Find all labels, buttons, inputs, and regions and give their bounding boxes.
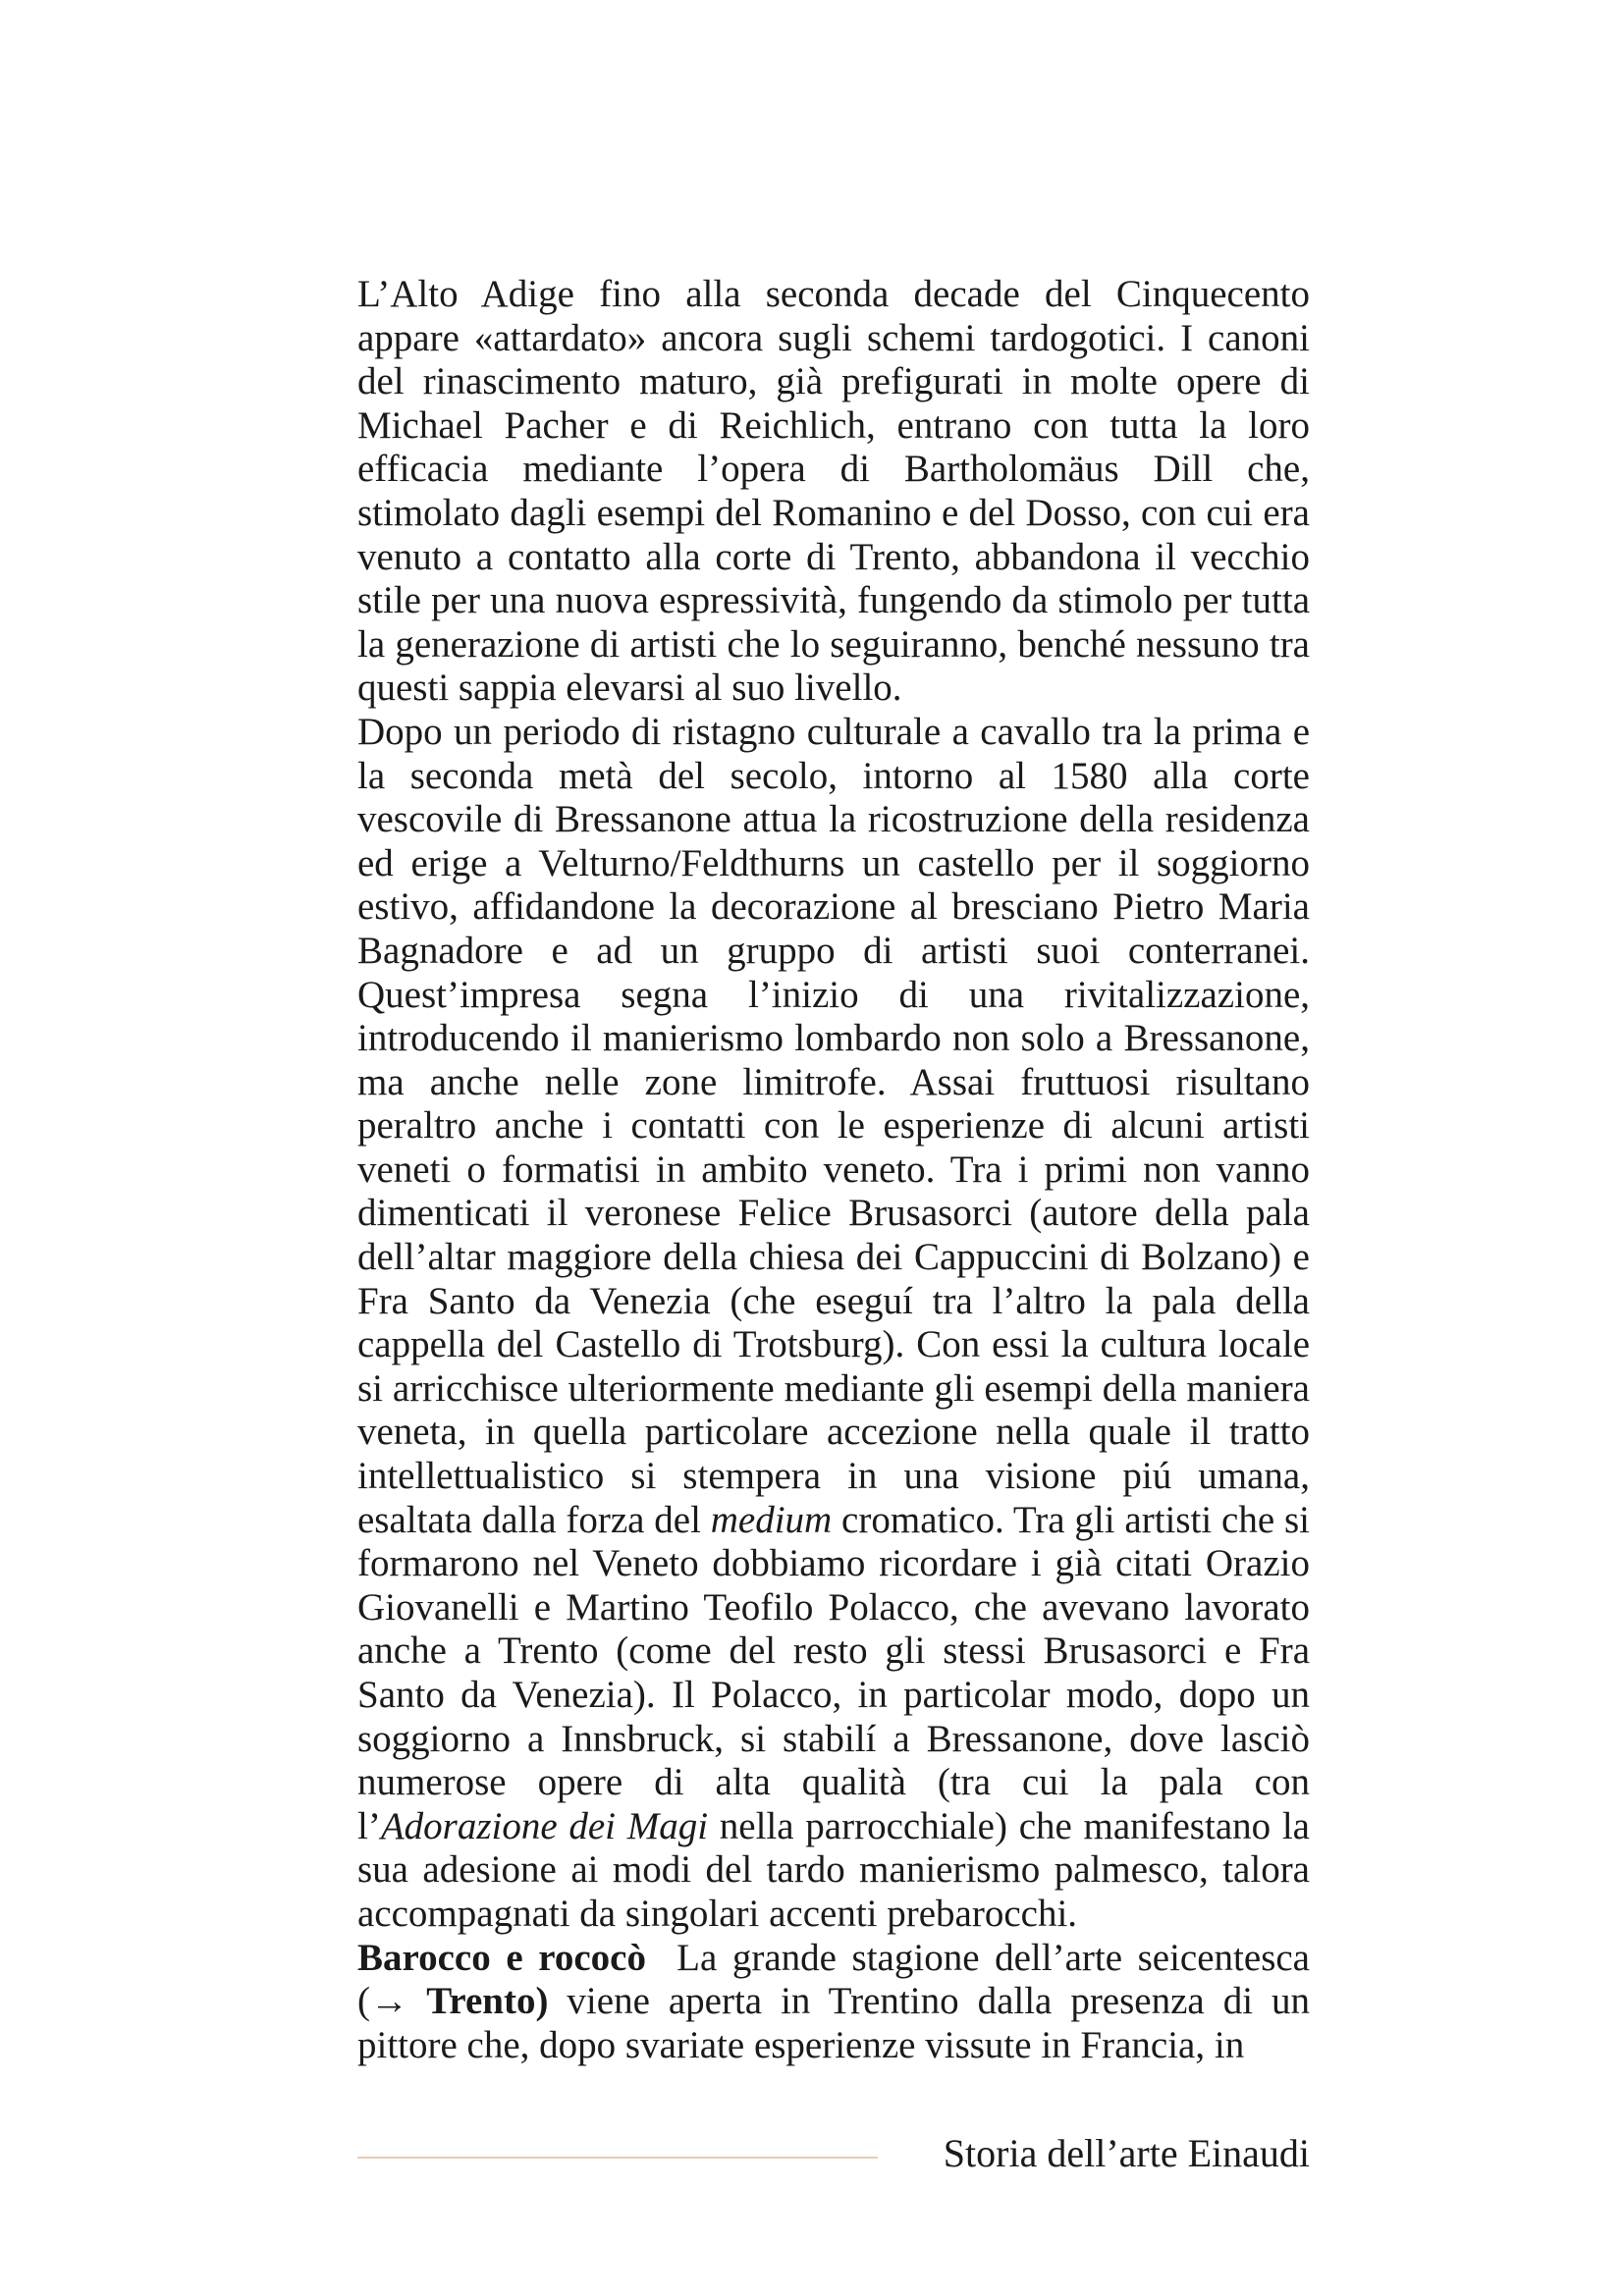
paragraph-1	[357, 273, 1310, 711]
cross-reference-link[interactable]: → Trento)	[370, 1980, 549, 2023]
section-heading: Barocco e rococò	[357, 1936, 646, 1979]
paragraph-2-italic-adorazione: Adorazione dei Magi	[380, 1804, 709, 1847]
paragraph-1-text: L’Alto Adige fino alla seconda decade del Cinquecento appare «attardato» ancora sugli schemi tardogotici. I canoni del rinascimento maturo, già prefigurati in molte opere di Michael Pacher e di Reichlich, entrano con tutta la loro efficacia mediante l’opera di Bartholomäus Dill che, stimolato dagli esempi del Romanino e del Dosso, con cui era venuto a contatto alla corte di Trento, abbandona il vecchio stile per una nuova espressività, fungendo da stimolo per tutta la generazione di artisti che lo seguiranno, benché nessuno tra questi sappia elevarsi al suo livello.	[357, 273, 1310, 710]
paragraph-2-italic-medium: medium	[710, 1498, 833, 1541]
paragraph-3-text-b: viene aperta in Trentino dalla presenza di un pittore che, dopo svariate esperienze vissute in Francia, in	[357, 1980, 1310, 2066]
body-text	[357, 273, 1320, 2067]
paragraph-2-text-b: cromatico. Tra gli artisti che si formarono nel Veneto dobbiamo ricordare i già citati Orazio Giovanelli e Martino Teofilo Polacco, che avevano lavorato anche a Trento (come del resto gli stessi Brusasorci e Fra Santo da Venezia). Il Polacco, in particolar modo, dopo un soggiorno a Innsbruck, si stabilí a Bressanone, dove lasciò numerose opere di alta qualità (tra cui la pala con l’	[357, 1498, 1310, 1847]
paragraph-2-text-c: nella parrocchiale) che manifestano la sua adesione ai modi del tardo manierismo palmesco, talora accompagnati da singolari accenti prebarocchi.	[357, 1804, 1310, 1935]
paragraph-2-text-a: Dopo un periodo di ristagno culturale a cavallo tra la prima e la seconda metà del secolo, intorno al 1580 alla corte vescovile di Bressanone attua la ricostruzione della residenza ed erige a Velturno/Feldthurns un castello per il soggiorno estivo, affidandone la decorazione al bresciano Pietro Maria Bagnadore e ad un gruppo di artisti suoi conterranei. Quest’impresa segna l’inizio di una rivitalizzazione, introducendo il manierismo lombardo non solo a Bressanone, ma anche nelle zone limitrofe. Assai fruttuosi risultano peraltro anche i contatti con le esperienze di alcuni artisti veneti o formatisi in ambito veneto. Tra i primi non vanno dimenticati il veronese Felice Brusasorci (autore della pala dell’altar maggiore della chiesa dei Cappuccini di Bolzano) e Fra Santo da Venezia (che eseguí tra l’altro la pala della cappella del Castello di Trotsburg). Con essi la cultura locale si arricchisce ulteriormente mediante gli esempi della maniera veneta, in quella particolare accezione nella quale il tratto intellettualistico si stempera in una visione piú umana, esaltata dalla forza del	[357, 710, 1310, 1541]
footer-rule	[357, 2157, 878, 2159]
paragraph-3	[357, 1936, 1320, 2068]
paragraph-3-text-a: La grande stagione dell’arte seicentesca (	[357, 1936, 1320, 2023]
footer-title: Storia dell’arte Einaudi	[943, 2131, 1310, 2175]
paragraph-2	[357, 711, 1310, 1937]
